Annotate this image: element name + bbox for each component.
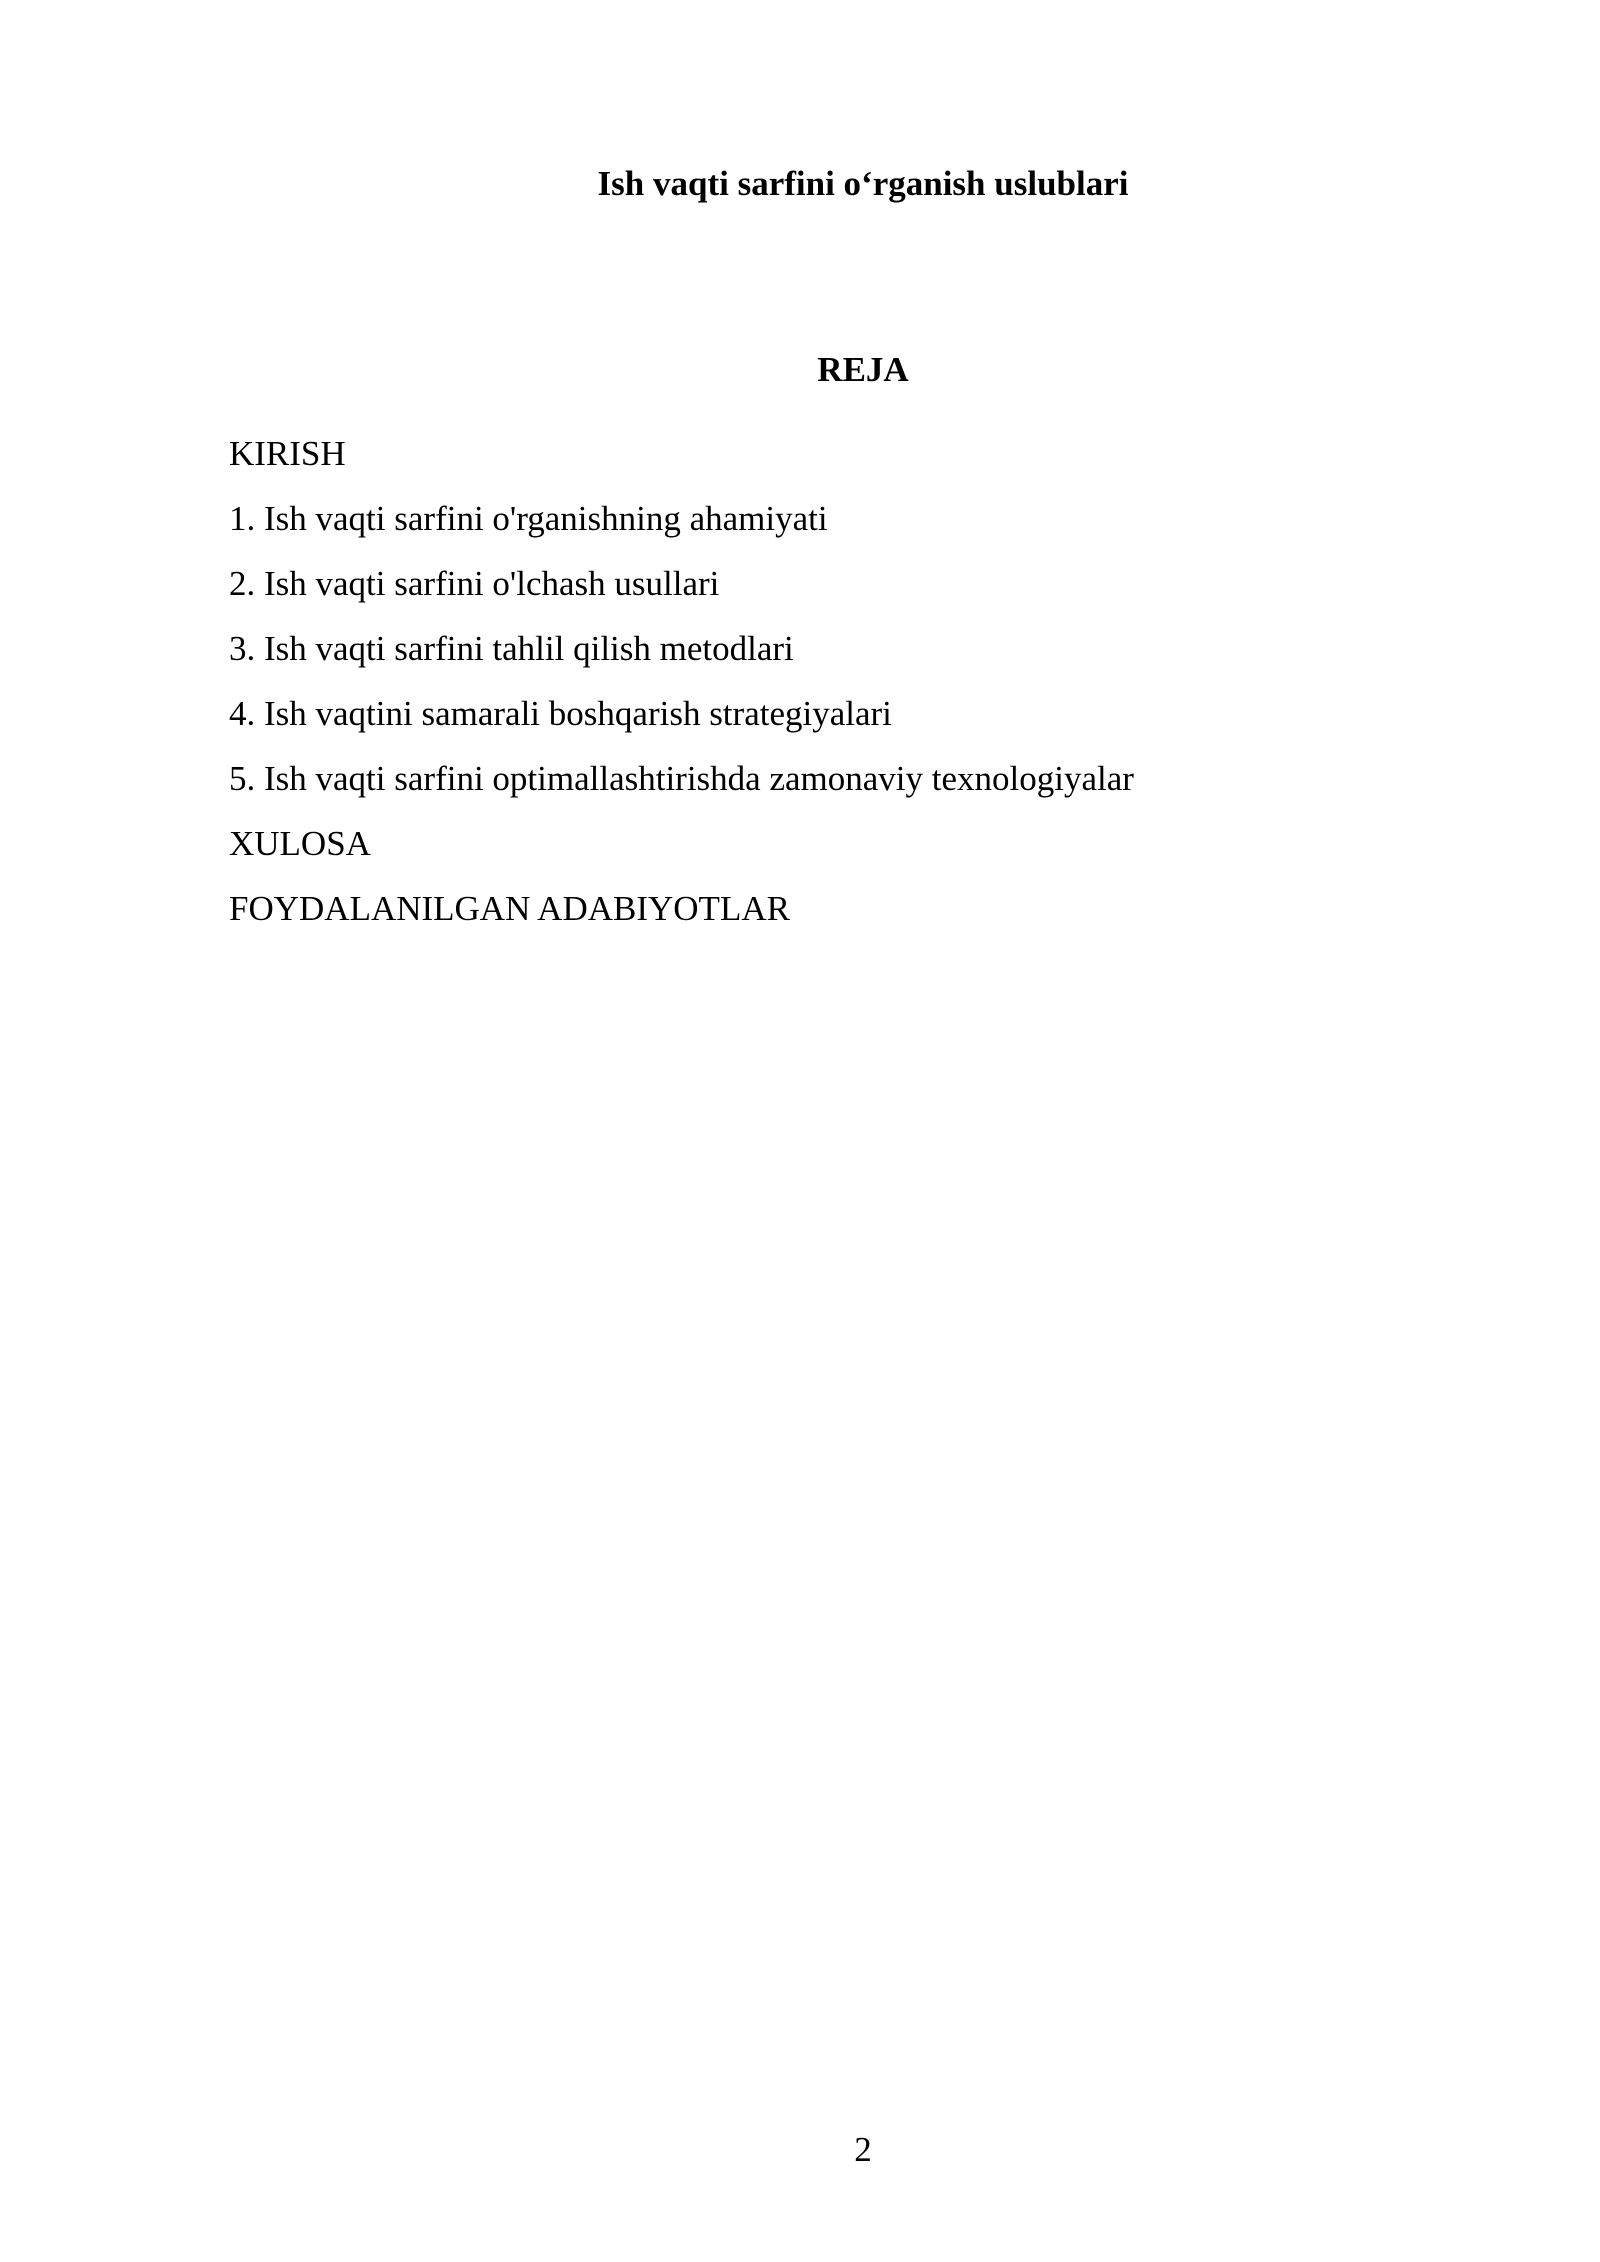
plan-item-references: FOYDALANILGAN ADABIYOTLAR — [229, 889, 790, 928]
document-title: Ish vaqti sarfini o‘rganish uslublari — [597, 164, 1129, 203]
plan-heading: REJA — [817, 350, 909, 389]
plan-item-2: 2. Ish vaqti sarfini o'lchash usullari — [229, 564, 720, 603]
plan-item-1: 1. Ish vaqti sarfini o'rganishning ahamiyati — [229, 499, 828, 538]
plan-item-3: 3. Ish vaqti sarfini tahlil qilish metodlari — [229, 629, 794, 668]
plan-list — [229, 421, 1134, 941]
plan-item-introduction: KIRISH — [229, 434, 346, 473]
plan-item-4: 4. Ish vaqtini samarali boshqarish strategiyalari — [229, 694, 892, 733]
plan-item-conclusion: XULOSA — [229, 824, 371, 863]
page-number: 2 — [854, 2130, 872, 2169]
plan-item-5: 5. Ish vaqti sarfini optimallashtirishda zamonaviy texnologiyalar — [229, 759, 1134, 798]
